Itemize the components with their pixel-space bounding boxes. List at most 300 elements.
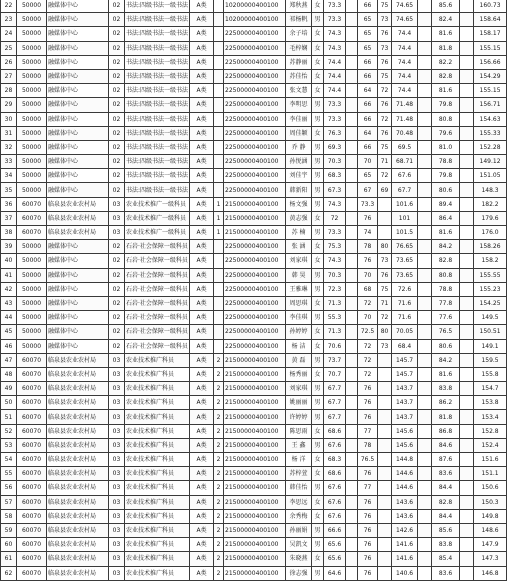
- cell-sex: 女: [312, 296, 324, 310]
- cell-no: 59: [1, 523, 17, 537]
- cell-quota: [214, 183, 224, 197]
- cell-score3: 70: [358, 268, 378, 282]
- cell-type: A类: [190, 55, 214, 69]
- cell-score3: 76: [358, 509, 378, 523]
- cell-score2: [346, 523, 358, 537]
- cell-interview: [418, 84, 432, 98]
- table-row: [1, 240, 507, 254]
- cell-score3: 76: [358, 382, 378, 396]
- cell-final: 151.1: [474, 467, 507, 481]
- cell-code: 50000: [17, 254, 47, 268]
- cell-converted: 84.6: [432, 438, 460, 452]
- cell-total: [460, 98, 474, 112]
- cell-score4: 80: [378, 240, 392, 254]
- cell-sex: 男: [312, 566, 324, 580]
- cell-no: 47: [1, 353, 17, 367]
- cell-rank: 70.48: [392, 126, 418, 140]
- cell-name: 郑秋燕: [286, 0, 312, 13]
- cell-rank: 71.48: [392, 98, 418, 112]
- cell-code: 50000: [17, 325, 47, 339]
- cell-post: 书法:四级书法一级书法: [125, 155, 190, 169]
- cell-unit: 融媒体中心: [47, 282, 109, 296]
- table-row: [1, 13, 507, 27]
- cell-score4: [378, 467, 392, 481]
- cell-ticket: 22500000400100: [224, 254, 286, 268]
- cell-converted: 82.4: [432, 13, 460, 27]
- cell-name: 刘家琪: [286, 254, 312, 268]
- cell-post_code: 03: [109, 552, 125, 566]
- cell-post: 农业技术推广科员: [125, 566, 190, 580]
- cell-post: 农业技术推广科员: [125, 495, 190, 509]
- cell-post_code: 03: [109, 396, 125, 410]
- cell-ticket: 22500000400100: [224, 155, 286, 169]
- cell-code: 50000: [17, 268, 47, 282]
- cell-code: 50000: [17, 41, 47, 55]
- cell-total: [460, 296, 474, 310]
- cell-score2: [346, 41, 358, 55]
- cell-post_code: 02: [109, 0, 125, 13]
- cell-score4: [378, 453, 392, 467]
- cell-score2: [346, 13, 358, 27]
- cell-post_code: 02: [109, 325, 125, 339]
- cell-ticket: 21500000400100: [224, 424, 286, 438]
- cell-score3: 76: [358, 566, 378, 580]
- cell-rank: 74.4: [392, 84, 418, 98]
- cell-post_code: 02: [109, 126, 125, 140]
- cell-unit: 临泉县农业农村局: [47, 197, 109, 211]
- cell-sex: 男: [312, 523, 324, 537]
- cell-score3: 66: [358, 98, 378, 112]
- cell-score4: [378, 538, 392, 552]
- cell-post_code: 02: [109, 41, 125, 55]
- cell-rank: 67.7: [392, 183, 418, 197]
- cell-post_code: 03: [109, 566, 125, 580]
- cell-converted: 83.8: [432, 382, 460, 396]
- cell-score4: 69: [378, 183, 392, 197]
- cell-total: [460, 126, 474, 140]
- cell-post: 书法:四级书法一级书法: [125, 183, 190, 197]
- cell-ticket: 22500000400100: [224, 296, 286, 310]
- cell-score3: 74: [358, 226, 378, 240]
- cell-rank: 143.7: [392, 396, 418, 410]
- cell-score4: [378, 523, 392, 537]
- cell-post_code: 02: [109, 140, 125, 154]
- cell-unit: 融媒体中心: [47, 311, 109, 325]
- cell-post: 农业技术推广科员: [125, 523, 190, 537]
- cell-unit: 临泉县农业农村局: [47, 495, 109, 509]
- cell-rank: 143.6: [392, 509, 418, 523]
- cell-score4: 75: [378, 69, 392, 83]
- cell-post: 书法:四级书法一级书法: [125, 98, 190, 112]
- cell-rank: 101.5: [392, 226, 418, 240]
- cell-score4: [378, 552, 392, 566]
- cell-no: 55: [1, 467, 17, 481]
- cell-unit: 临泉县农业农村局: [47, 396, 109, 410]
- cell-post_code: 03: [109, 211, 125, 225]
- cell-name: 李思远: [286, 495, 312, 509]
- cell-converted: 77.8: [432, 296, 460, 310]
- table-row: [1, 538, 507, 552]
- cell-post_code: 02: [109, 55, 125, 69]
- cell-score3: 76: [358, 523, 378, 537]
- cell-rank: 145.7: [392, 367, 418, 381]
- cell-type: A类: [190, 211, 214, 225]
- cell-post: 石岩·社会保障一级科员: [125, 339, 190, 353]
- cell-post_code: 02: [109, 311, 125, 325]
- table-row: [1, 353, 507, 367]
- cell-code: 50000: [17, 339, 47, 353]
- cell-no: 58: [1, 509, 17, 523]
- cell-post_code: 02: [109, 98, 125, 112]
- cell-type: A类: [190, 84, 214, 98]
- cell-unit: 融媒体中心: [47, 254, 109, 268]
- cell-post: 书法:四级书法一级书法: [125, 140, 190, 154]
- cell-rank: 141.6: [392, 538, 418, 552]
- cell-score3: 72: [358, 353, 378, 367]
- cell-unit: 临泉县农业农村局: [47, 552, 109, 566]
- cell-type: A类: [190, 552, 214, 566]
- cell-quota: 2: [214, 382, 224, 396]
- cell-no: 49: [1, 382, 17, 396]
- cell-name: 杨 洋: [286, 453, 312, 467]
- cell-score2: [346, 467, 358, 481]
- cell-rank: 67.6: [392, 169, 418, 183]
- cell-score4: [378, 481, 392, 495]
- cell-rank: 143.7: [392, 382, 418, 396]
- cell-unit: 融媒体中心: [47, 240, 109, 254]
- table-row: [1, 140, 507, 154]
- cell-ticket: 21500000400100: [224, 566, 286, 580]
- cell-post_code: 03: [109, 538, 125, 552]
- cell-quota: [214, 311, 224, 325]
- cell-ticket: 22500000400100: [224, 41, 286, 55]
- cell-code: 50000: [17, 84, 47, 98]
- cell-rank: 140.6: [392, 566, 418, 580]
- cell-score4: [378, 211, 392, 225]
- cell-interview: [418, 552, 432, 566]
- cell-unit: 临泉县农业农村局: [47, 438, 109, 452]
- cell-post: 书法:四级书法一级书法: [125, 126, 190, 140]
- cell-post: 书法:四级书法一级书法: [125, 13, 190, 27]
- cell-no: 26: [1, 55, 17, 69]
- cell-quota: [214, 240, 224, 254]
- cell-interview: [418, 438, 432, 452]
- cell-written: 74.3: [324, 41, 346, 55]
- cell-interview: [418, 382, 432, 396]
- cell-ticket: 21500000400100: [224, 396, 286, 410]
- cell-total: [460, 41, 474, 55]
- cell-total: [460, 55, 474, 69]
- cell-post: 农业技术推广科员: [125, 467, 190, 481]
- cell-unit: 临泉县农业农村局: [47, 211, 109, 225]
- cell-rank: 145.6: [392, 438, 418, 452]
- cell-ticket: 21500000400100: [224, 481, 286, 495]
- cell-converted: 86.8: [432, 424, 460, 438]
- cell-score3: 77: [358, 481, 378, 495]
- cell-score4: 72: [378, 311, 392, 325]
- cell-post_code: 02: [109, 84, 125, 98]
- cell-total: [460, 268, 474, 282]
- cell-code: 50000: [17, 0, 47, 13]
- cell-rank: 74.4: [392, 69, 418, 83]
- cell-score2: [346, 69, 358, 83]
- cell-written: 73.3: [324, 0, 346, 13]
- cell-type: A类: [190, 226, 214, 240]
- cell-quota: [214, 254, 224, 268]
- cell-name: 刘佳宇: [286, 169, 312, 183]
- cell-interview: [418, 339, 432, 353]
- cell-post_code: 03: [109, 226, 125, 240]
- cell-sex: 女: [312, 126, 324, 140]
- cell-score3: 67: [358, 183, 378, 197]
- cell-unit: 融媒体中心: [47, 41, 109, 55]
- cell-interview: [418, 183, 432, 197]
- cell-code: 60070: [17, 438, 47, 452]
- cell-final: 150.51: [474, 325, 507, 339]
- cell-no: 29: [1, 98, 17, 112]
- cell-final: 158.2: [474, 254, 507, 268]
- cell-type: A类: [190, 424, 214, 438]
- cell-unit: 融媒体中心: [47, 268, 109, 282]
- cell-no: 27: [1, 69, 17, 83]
- cell-score2: [346, 254, 358, 268]
- cell-score3: 76: [358, 396, 378, 410]
- cell-quota: 1: [214, 197, 224, 211]
- cell-written: 71.3: [324, 325, 346, 339]
- cell-interview: [418, 98, 432, 112]
- cell-name: 祁杨帆: [286, 13, 312, 27]
- cell-post_code: 03: [109, 467, 125, 481]
- cell-converted: 80.6: [432, 339, 460, 353]
- cell-interview: [418, 282, 432, 296]
- cell-no: 46: [1, 339, 17, 353]
- cell-post_code: 03: [109, 495, 125, 509]
- cell-no: 22: [1, 0, 17, 13]
- cell-final: 152.28: [474, 140, 507, 154]
- cell-final: 151.05: [474, 169, 507, 183]
- cell-unit: 临泉县农业农村局: [47, 467, 109, 481]
- cell-interview: [418, 126, 432, 140]
- cell-sex: 男: [312, 169, 324, 183]
- cell-post: 农业技术推广一级科员: [125, 226, 190, 240]
- cell-converted: 84.2: [432, 240, 460, 254]
- cell-sex: 男: [312, 382, 324, 396]
- cell-final: 158.26: [474, 240, 507, 254]
- cell-ticket: 21500000400100: [224, 226, 286, 240]
- cell-total: [460, 353, 474, 367]
- cell-interview: [418, 140, 432, 154]
- cell-score2: [346, 197, 358, 211]
- table-row: [1, 552, 507, 566]
- cell-quota: 2: [214, 438, 224, 452]
- cell-written: 68.6: [324, 467, 346, 481]
- cell-name: 吴凯文: [286, 538, 312, 552]
- cell-ticket: 22500000400100: [224, 112, 286, 126]
- cell-total: [460, 509, 474, 523]
- cell-rank: 69.5: [392, 140, 418, 154]
- cell-code: 50000: [17, 13, 47, 27]
- cell-name: 余秀梅: [286, 509, 312, 523]
- cell-rank: 142.6: [392, 523, 418, 537]
- cell-total: [460, 382, 474, 396]
- cell-rank: 71.6: [392, 296, 418, 310]
- cell-quota: [214, 325, 224, 339]
- cell-score3: 66: [358, 0, 378, 13]
- cell-rank: 74.4: [392, 55, 418, 69]
- cell-type: A类: [190, 438, 214, 452]
- cell-code: 50000: [17, 311, 47, 325]
- cell-unit: 融媒体中心: [47, 169, 109, 183]
- table-row: [1, 424, 507, 438]
- cell-code: 60070: [17, 509, 47, 523]
- cell-quota: 2: [214, 509, 224, 523]
- cell-quota: [214, 98, 224, 112]
- cell-post: 书法:四级书法一级书法: [125, 112, 190, 126]
- cell-code: 50000: [17, 112, 47, 126]
- cell-converted: 77.6: [432, 311, 460, 325]
- cell-converted: 81.6: [432, 367, 460, 381]
- cell-sex: 女: [312, 0, 324, 13]
- cell-converted: 84.2: [432, 353, 460, 367]
- cell-post: 农业技术推广科员: [125, 382, 190, 396]
- cell-score4: 75: [378, 0, 392, 13]
- cell-final: 153.4: [474, 410, 507, 424]
- cell-written: 67.6: [324, 481, 346, 495]
- cell-no: 33: [1, 155, 17, 169]
- cell-type: A类: [190, 240, 214, 254]
- cell-final: 154.7: [474, 382, 507, 396]
- cell-unit: 临泉县农业农村局: [47, 523, 109, 537]
- cell-final: 158.64: [474, 13, 507, 27]
- cell-quota: [214, 13, 224, 27]
- cell-no: 61: [1, 552, 17, 566]
- cell-post_code: 03: [109, 438, 125, 452]
- cell-code: 60070: [17, 453, 47, 467]
- cell-sex: 女: [312, 69, 324, 83]
- cell-name: 苏静丽: [286, 55, 312, 69]
- cell-converted: 81.6: [432, 84, 460, 98]
- cell-total: [460, 240, 474, 254]
- cell-written: 64.6: [324, 566, 346, 580]
- cell-total: [460, 538, 474, 552]
- cell-unit: 融媒体中心: [47, 98, 109, 112]
- cell-unit: 融媒体中心: [47, 155, 109, 169]
- cell-written: 74.4: [324, 55, 346, 69]
- cell-type: A类: [190, 467, 214, 481]
- cell-converted: 81.6: [432, 27, 460, 41]
- cell-score3: 72: [358, 367, 378, 381]
- cell-score4: 71: [378, 296, 392, 310]
- cell-ticket: 22500000400100: [224, 169, 286, 183]
- cell-no: 56: [1, 481, 17, 495]
- cell-final: 158.17: [474, 27, 507, 41]
- cell-score2: [346, 155, 358, 169]
- cell-name: 李佳琪: [286, 311, 312, 325]
- cell-post_code: 03: [109, 197, 125, 211]
- cell-post: 书法:四级书法一级书法: [125, 84, 190, 98]
- cell-score2: [346, 453, 358, 467]
- cell-score4: 72: [378, 112, 392, 126]
- table-row: [1, 453, 507, 467]
- cell-ticket: 21500000400100: [224, 367, 286, 381]
- cell-total: [460, 13, 474, 27]
- cell-total: [460, 254, 474, 268]
- cell-unit: 临泉县农业农村局: [47, 509, 109, 523]
- cell-final: 155.55: [474, 268, 507, 282]
- table-row: [1, 325, 507, 339]
- cell-code: 60070: [17, 552, 47, 566]
- cell-interview: [418, 523, 432, 537]
- cell-sex: 男: [312, 538, 324, 552]
- cell-ticket: 22500000400100: [224, 311, 286, 325]
- cell-score2: [346, 84, 358, 98]
- cell-quota: 2: [214, 353, 224, 367]
- cell-type: A类: [190, 69, 214, 83]
- table-row: [1, 112, 507, 126]
- cell-rank: 73.65: [392, 254, 418, 268]
- cell-ticket: 10200000400100: [224, 0, 286, 13]
- cell-unit: 临泉县农业农村局: [47, 353, 109, 367]
- cell-quota: 2: [214, 453, 224, 467]
- cell-final: 149.12: [474, 155, 507, 169]
- cell-code: 60070: [17, 481, 47, 495]
- cell-interview: [418, 155, 432, 169]
- cell-score4: 73: [378, 13, 392, 27]
- cell-unit: 临泉县农业农村局: [47, 481, 109, 495]
- cell-interview: [418, 453, 432, 467]
- cell-rank: 143.7: [392, 410, 418, 424]
- cell-interview: [418, 495, 432, 509]
- cell-rank: 144.6: [392, 481, 418, 495]
- cell-unit: 临泉县农业农村局: [47, 382, 109, 396]
- cell-score4: 76: [378, 55, 392, 69]
- cell-interview: [418, 424, 432, 438]
- cell-sex: 女: [312, 467, 324, 481]
- cell-sex: 女: [312, 552, 324, 566]
- cell-post: 石岩·社会保障一级科员: [125, 240, 190, 254]
- cell-type: A类: [190, 140, 214, 154]
- cell-post: 石岩·社会保障一级科员: [125, 268, 190, 282]
- cell-post: 农业技术推广一级科员: [125, 197, 190, 211]
- cell-interview: [418, 353, 432, 367]
- cell-code: 50000: [17, 126, 47, 140]
- cell-score4: [378, 424, 392, 438]
- cell-score4: [378, 566, 392, 580]
- cell-code: 60070: [17, 211, 47, 225]
- cell-score3: 76: [358, 467, 378, 481]
- cell-name: 黄 磊: [286, 353, 312, 367]
- cell-interview: [418, 226, 432, 240]
- cell-sex: 女: [312, 211, 324, 225]
- cell-post_code: 02: [109, 169, 125, 183]
- cell-score4: 73: [378, 254, 392, 268]
- cell-no: 25: [1, 41, 17, 55]
- cell-no: 50: [1, 396, 17, 410]
- cell-score2: [346, 410, 358, 424]
- cell-quota: [214, 339, 224, 353]
- cell-post: 书法:四级书法一级书法: [125, 55, 190, 69]
- cell-quota: [214, 0, 224, 13]
- cell-score4: 73: [378, 339, 392, 353]
- cell-type: A类: [190, 339, 214, 353]
- cell-post_code: 03: [109, 410, 125, 424]
- cell-final: 150.3: [474, 495, 507, 509]
- cell-unit: 融媒体中心: [47, 27, 109, 41]
- cell-type: A类: [190, 112, 214, 126]
- cell-score2: [346, 424, 358, 438]
- cell-code: 60070: [17, 197, 47, 211]
- cell-score4: [378, 438, 392, 452]
